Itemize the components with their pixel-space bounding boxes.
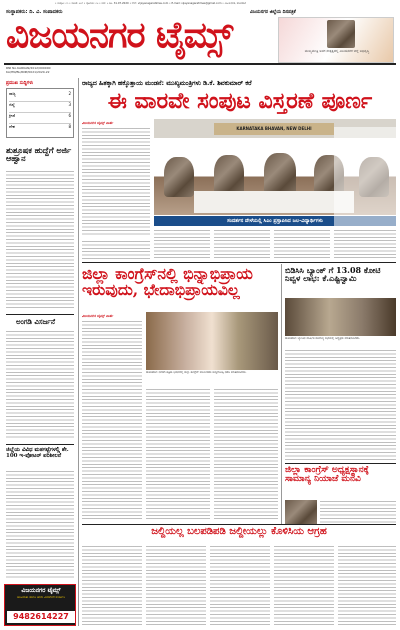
sidebar-ad-phone: 9482614227 [7,611,75,623]
sidebar-ad[interactable] [4,584,76,626]
index-row[interactable]: ಜಿಲ್ಲೆ 3 [9,102,71,113]
index-row[interactable]: ರಾಜ್ಯ 2 [9,91,71,102]
reg-number: RNI No.KARKAN/2012/000000 [6,66,51,70]
lead-body-right [334,229,396,259]
lead-byline: ವಿಜಯನಗರ ಟೈಮ್ಸ್ ವಾರ್ತೆ [82,121,114,125]
second-caption: ಹೊಸಪೇಟೆ: ನಗರದ ಪತ್ರಿಕಾ ಭವನದಲ್ಲಿ ಜಿಲ್ಲಾ ಕಾಂಗ್ರೆಸ್ ಮುಖಂಡರು ಸುದ್ದಿಗೋಷ್ಠಿ ನಡೆಸಿ ಮಾತನಾಡಿದರು. [146,371,247,374]
right1-photo [285,298,396,336]
lead-bottom-rule [82,262,396,263]
postal-number: KA/HN/BL/RNP/0021/2020-22 [6,70,50,74]
sidebar-story2-title: ಅಂಗಡಿ ವಿಸರ್ಜನೆ [16,317,56,326]
top-info-strip: • ಸಂಪುಟ: ೧೧ • ಸಂಚಿಕೆ: ೨೫೯ • ಪುಟಗಳು: ೧೨ • ಬೆಲೆ: ೩ ರೂ. 31.07.2020 • ವೆಬ್: vijayanagaratimes.com • E-mail: vijayanagaratimes@gmail.com • ವಿಜಯನಗರ, ಹೊಸಪೇಟೆ [55,2,246,5]
lead-photo-banner: KARNATAKA BHAVAN, NEW DELHI [214,123,334,135]
bottom-body-col1 [82,545,142,625]
lead-photo-person [164,157,194,197]
sidebar [4,78,76,626]
ad-portrait [327,20,355,48]
sidebar-ad-name: ವಿಜಯನಗರ ಟೈಮ್ಸ್ [21,587,61,594]
sidebar-story2-body [6,330,74,440]
second-body-col3 [214,388,278,520]
second-byline: ವಿಜಯನಗರ ಟೈಮ್ಸ್ ವಾರ್ತೆ [82,314,114,318]
second-photo [146,312,278,370]
lead-body-col1b [82,240,150,260]
lead-photo-table [194,191,354,213]
lead-subhead: ಸಂದರ್ಶನ ವೇಳೆಯಲ್ಲಿ ಸಿಎಂ ಪ್ರಸ್ತಾಪಿಸಿದ ಜಲ-ವಿದ್ಯಾರ್ಥಿಗಳು [154,216,396,226]
bottom-body-col3 [210,545,270,625]
masthead-title: ವಿಜಯನಗರ ಟೈಮ್ಸ್ [6,17,233,56]
sidebar-story1-body [6,170,74,310]
sidebar-ad-text: ಜಾಹೀರಾತು ಹಾಗೂ ಚಂದಾ ವಿವರಗಳಿಗೆ ಸಂಪರ್ಕಿಸಿ [17,595,65,599]
right1-caption: ಹೊಸಪೇಟೆ: ಬ್ಯಾಂಕಿನ ವಾರ್ಷಿಕ ಸಾಮಾನ್ಯ ಸಭೆಯಲ್ಲಿ ಅಧ್ಯಕ್ಷರು ಮಾತನಾಡಿದರು. [285,337,361,340]
right1-headline: ಬಿಡಿಸಿಸಿ ಬ್ಯಾಂಕ್ ಗೆ 13.08 ಕೋಟಿ ನಿವ್ವಳ ಲಾಭ: ಕೆ.ಎಷ್ಟಿನ್ವಾಮಿ [285,266,381,284]
bottom-rule [82,524,396,525]
lead-body-col4 [274,229,330,259]
sidebar-column-rule [78,78,79,626]
bottom-body-col5 [338,545,396,625]
founder-line: ಸಂಸ್ಥಾಪಕರು: ದಿ. ವಿ. ಸಂಪಾದಕರು [6,9,63,15]
right-column-rule [281,264,282,524]
bottom-body-col4 [274,545,334,625]
lead-kicker: ರಾಜ್ಯದ ಹಿತಕ್ಕಾಗಿ ಹಕ್ಕೊತ್ತಾಯ ಮಂಡನೆ: ಮುಖ್ಯಮಂತ್ರಿಗಳು ಡಿ.ಕೆ. ಶಿವಕುಮಾರ್ ಕರೆ [82,80,252,87]
bottom-body-col2 [146,545,206,625]
sidebar-story3-body [6,470,74,580]
right1-body [285,349,396,461]
right2-photo [285,500,317,524]
lead-body-col3 [214,229,270,259]
second-body-col2 [146,388,210,520]
right-divider [285,463,396,464]
ad-caption: ಮುಖ್ಯಮಂತ್ರಿ ಅವರ ನೇತೃತ್ವದಲ್ಲಿ ವಿಜಯನಗರ ಜಿಲ್ಲೆ ಅಭಿವೃದ್ಧಿ [304,49,370,53]
index-box [6,88,74,138]
lead-headline: ಈ ವಾರವೇ ಸಂಪುಟ ವಿಸ್ತರಣೆ ಪೂರ್ಣ [107,90,373,114]
masthead-ad [278,17,394,63]
right2-body [320,500,396,524]
masthead-tagline: ವಿಜಯನಗರ ಜಿಲ್ಲೆಯ ದಿನಪತ್ರಿಕೆ [250,10,296,15]
sidebar-divider [6,444,74,445]
sidebar-story1-title: ಶುಶ್ರೂಷಕ ಹುದ್ದೆಗೆ ಅರ್ಜಿ ಆಹ್ವಾನ [6,145,72,164]
second-body-col1 [82,320,142,520]
bottom-headline: ಜಲ್ದಿಯಲ್ಲ ಬಲಪಡಿಪಡಿ ಜಲ್ದೀಯಲ್ಲು ಕೊಳಿಸಿಯ ಆಗ್ರಹ [151,527,327,537]
second-headline: ಜಿಲ್ಲಾ ಕಾಂಗ್ರೆಸ್‌ನಲ್ಲಿ ಭಿನ್ನಾಭಿಪ್ರಾಯ ಇರುವುದು, ಭೇದಾಭಿಪ್ರಾಯವಿಲ್ಲ [82,266,253,300]
lead-body-col2 [154,229,210,259]
index-title: ಪ್ರಮುಖ ಸುದ್ದಿಗಳು [6,81,34,86]
lead-body-col1 [82,127,150,237]
right2-headline: ಜಿಲ್ಲಾ ಕಾಂಗ್ರೆಸ್ ಅಧ್ಯಕ್ಷಸ್ಥಾನಕ್ಕೆ ಸಾಮಾನ್ಯ ನಿಯಾಜೆ ಮನವಿ [285,466,369,485]
sidebar-story3-title: ಜಿಲ್ಲೆಯ ವಿವಿಧ ಮತಗಟ್ಟೆಗಳಲ್ಲಿ ಶೇ. 100 ಇ-ವೋಟರ್ ಪರಿಶೀಲನೆ [6,447,69,459]
sidebar-divider [6,314,74,315]
index-row[interactable]: ಕ್ರೀಡೆ 6 [9,113,71,124]
index-row[interactable]: ದೇಶ 8 [9,124,71,129]
masthead-rule [4,63,396,65]
